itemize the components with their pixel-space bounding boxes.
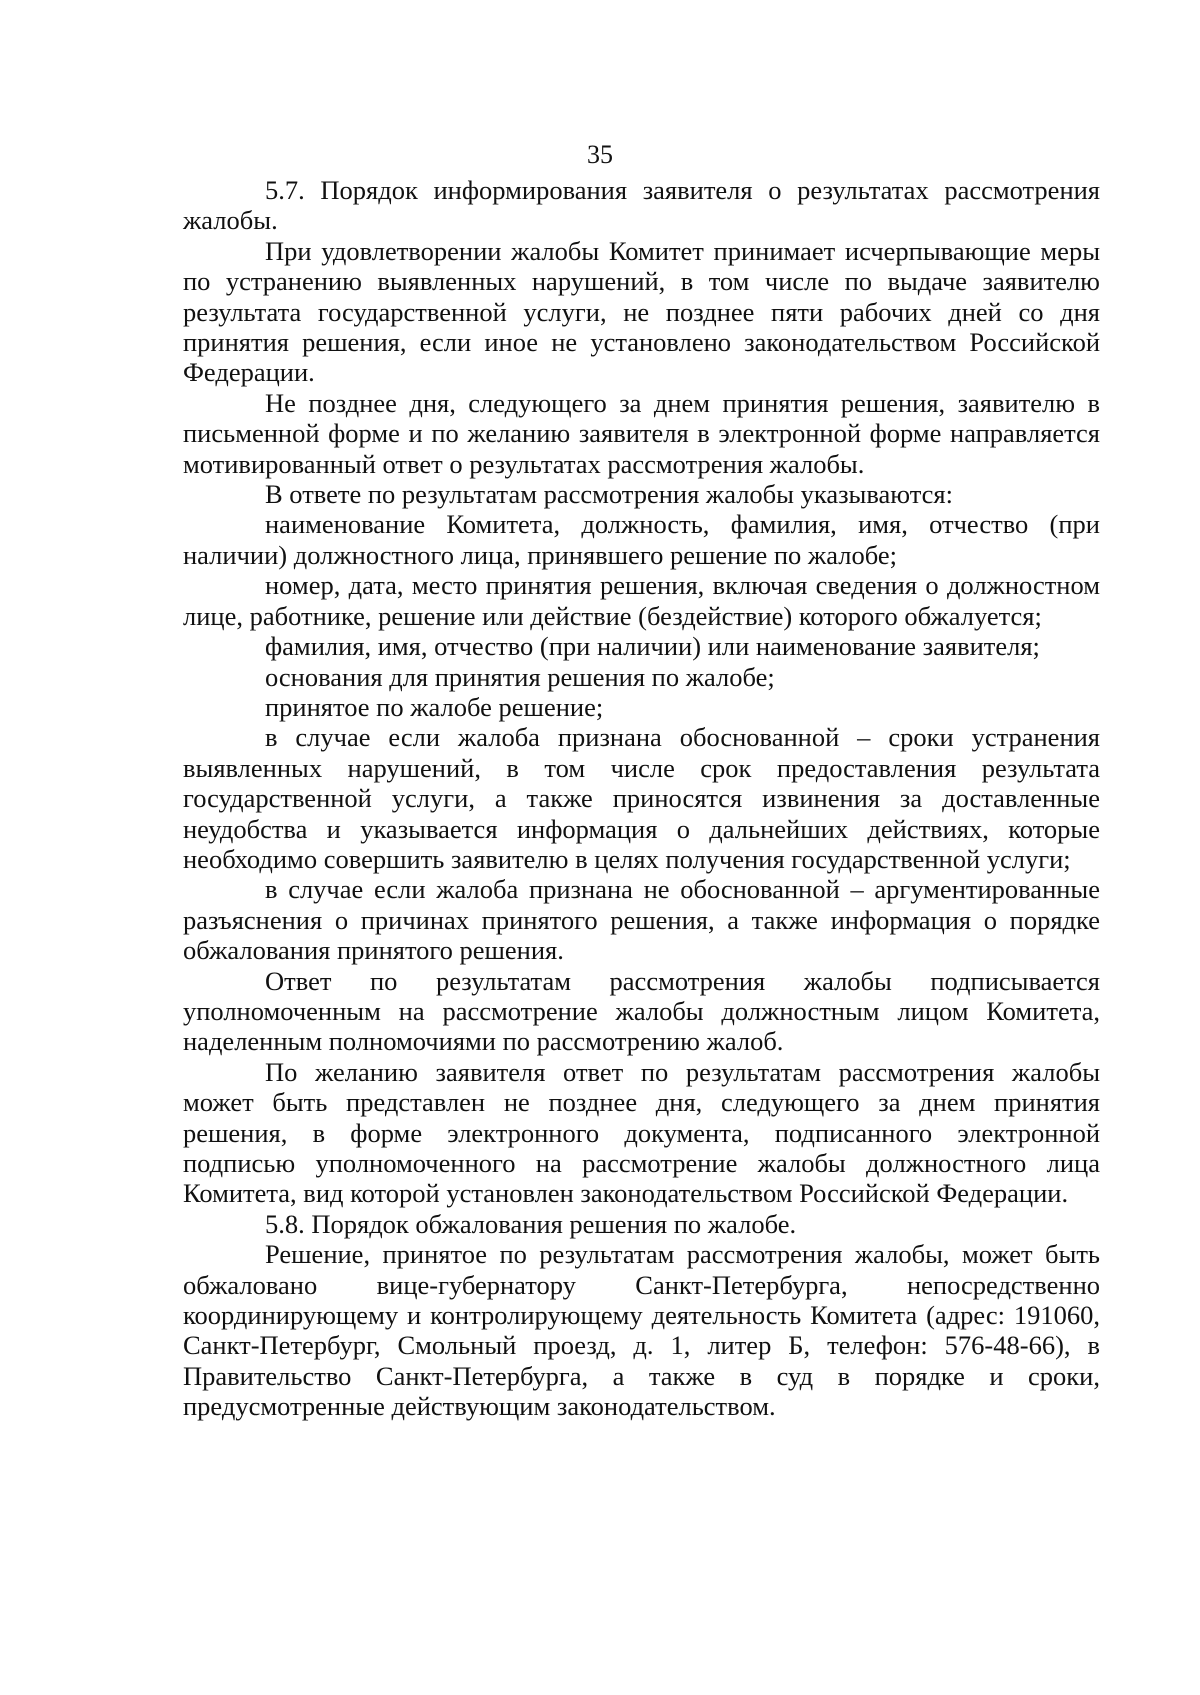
paragraph: По желанию заявителя ответ по результатам рассмотрения жалобы может быть представлен не позднее дня, следующего за днем принятия решения, в форме электронного документа, подписанного электронной подписью уполномоченного на рассмотрение жалобы должностного лица Комитета, вид которой установлен законодательством Российской Федерации. (183, 1056, 1100, 1209)
paragraph: При удовлетворении жалобы Комитет принимает исчерпывающие меры по устранению выявленных нарушений, в том числе по выдаче заявителю результата государственной услуги, не позднее пяти рабочих дней со дня принятия решения, если иное не установлено законодательством Российской Федерации. (183, 235, 1100, 388)
document-body (183, 175, 1100, 1422)
list-item: фамилия, имя, отчество (при наличии) или наименование заявителя; (265, 631, 1040, 662)
list-item: в случае если жалоба признана не обоснованной – аргументированные разъяснения о причинах принятого решения, а также информация о порядке обжалования принятого решения. (183, 874, 1100, 966)
list-item: номер, дата, место принятия решения, включая сведения о должностном лице, работнике, решение или действие (бездействие) которого обжалуется; (183, 570, 1100, 631)
paragraph: В ответе по результатам рассмотрения жалобы указываются: (265, 479, 953, 510)
paragraph: Не позднее дня, следующего за днем принятия решения, заявителю в письменной форме и по желанию заявителя в электронной форме направляется мотивированный ответ о результатах рассмотрения жалобы. (183, 387, 1100, 479)
paragraph: Решение, принятое по результатам рассмотрения жалобы, может быть обжаловано вице-губернатору Санкт-Петербурга, непосредственно координирующему и контролирующему деятельность Комитета (адрес: 191060, Санкт-Петербург, Смольный проезд, д. 1, литер Б, телефон: 576-48-66), в Правительство Санкт-Петербурга, а также в суд в порядке и сроки, предусмотренные действующим законодательством. (183, 1239, 1100, 1422)
list-item: наименование Комитета, должность, фамилия, имя, отчество (при наличии) должностного лица, принявшего решение по жалобе; (183, 509, 1100, 570)
page-number: 35 (587, 140, 613, 169)
paragraph: Ответ по результатам рассмотрения жалобы подписывается уполномоченным на рассмотрение жалобы должностным лицом Комитета, наделенным полномочиями по рассмотрению жалоб. (183, 965, 1100, 1057)
list-item: основания для принятия решения по жалобе; (265, 661, 775, 692)
list-item: принятое по жалобе решение; (265, 691, 604, 722)
list-item: в случае если жалоба признана обоснованной – сроки устранения выявленных нарушений, в том числе срок предоставления результата государственной услуги, а также приносятся извинения за доставленные неудобства и указывается информация о дальнейших действиях, которые необходимо совершить заявителю в целях получения государственной услуги; (183, 722, 1100, 874)
section-heading-5-7: 5.7. Порядок информирования заявителя о результатах рассмотрения жалобы. (183, 175, 1100, 236)
section-heading-5-8: 5.8. Порядок обжалования решения по жалобе. (265, 1208, 797, 1239)
